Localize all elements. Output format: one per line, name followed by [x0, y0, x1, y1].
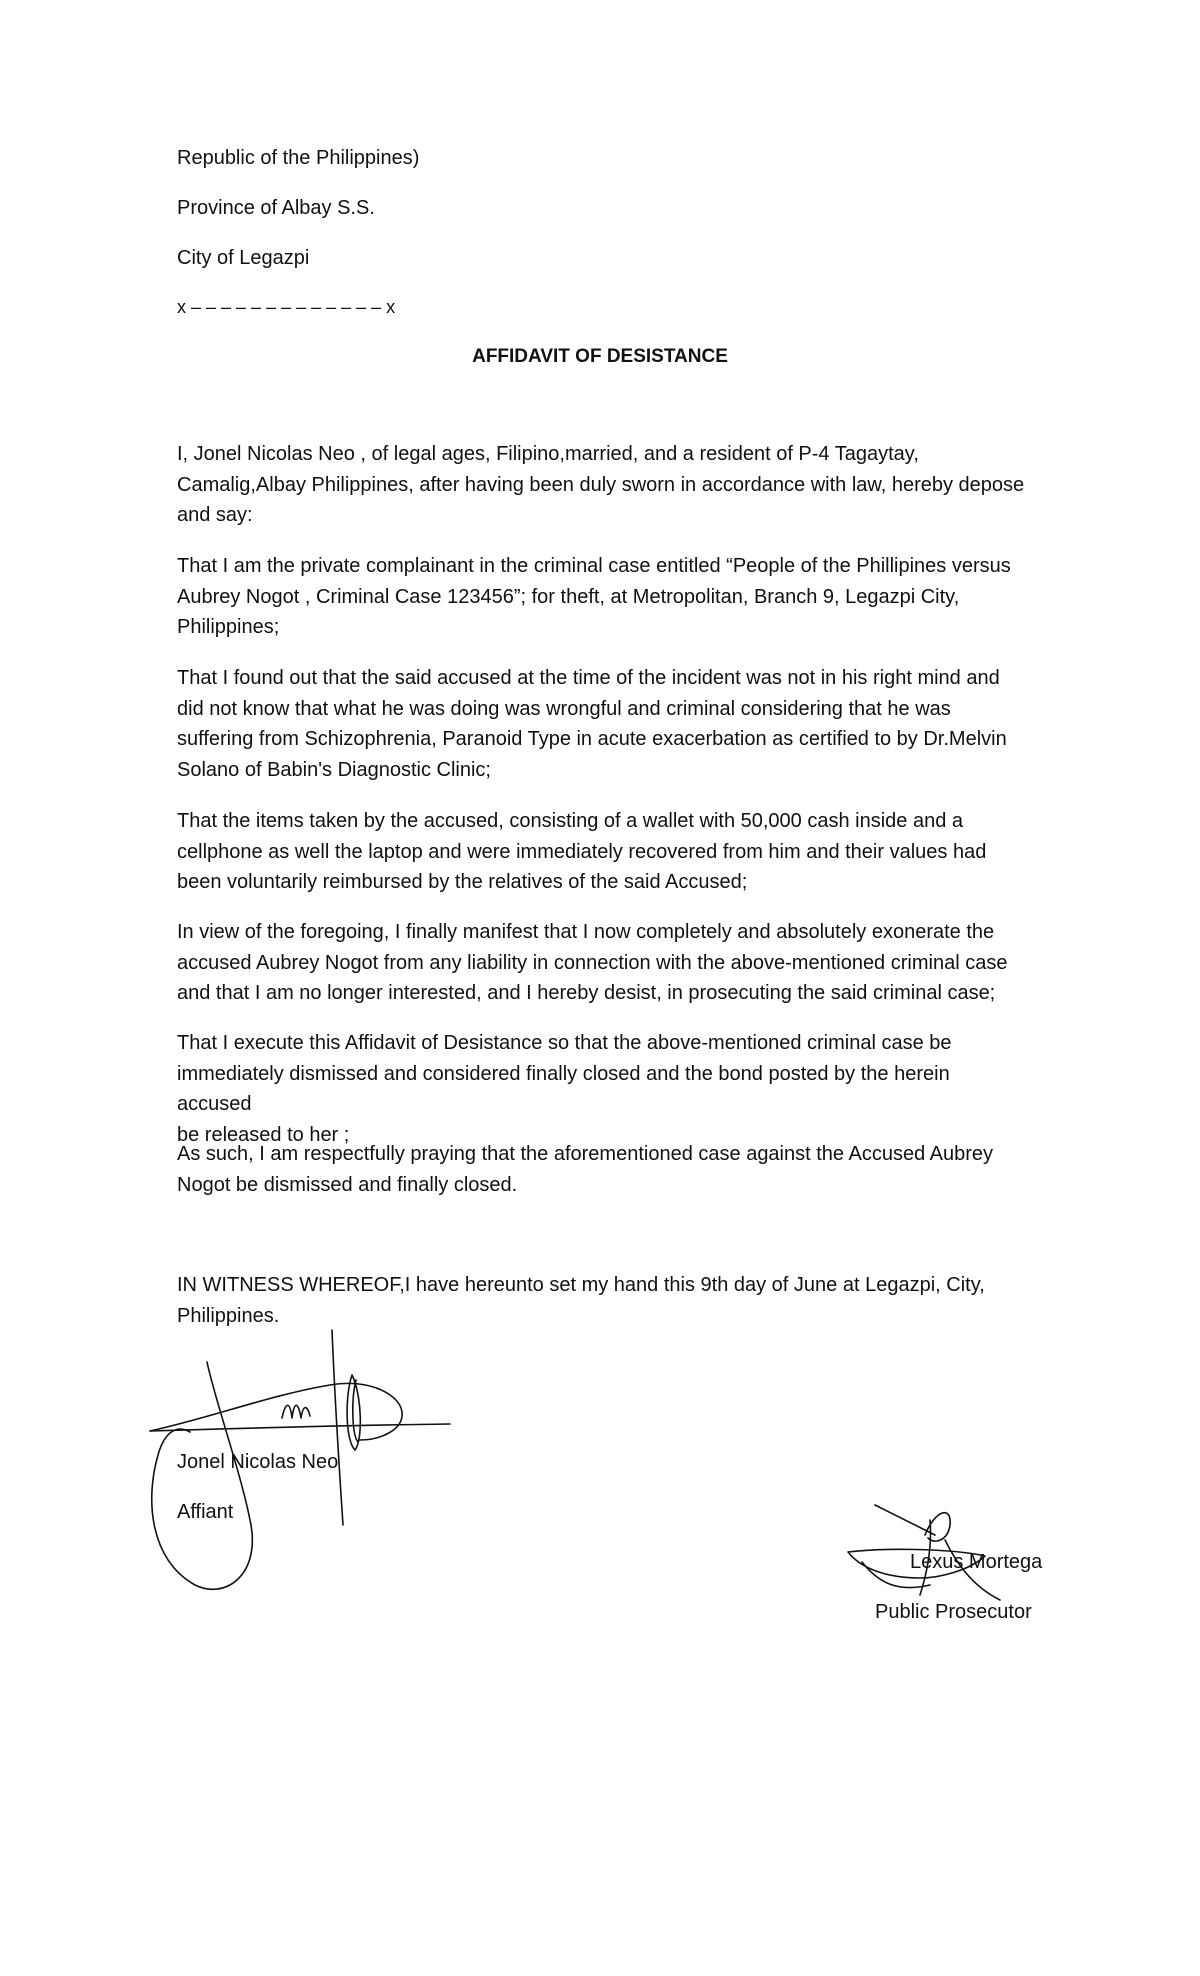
- document-title: AFFIDAVIT OF DESISTANCE: [472, 346, 728, 367]
- paragraph-exoneration: In view of the foregoing, I finally manifest that I now completely and absolutely exonerate the accused Aubrey Nogot from any liability in connection with the above-mentioned criminal case and that I am no longer interested, and I hereby desist, in prosecuting the said criminal case;: [177, 921, 1008, 1004]
- paragraph-items-recovered: That the items taken by the accused, consisting of a wallet with 50,000 cash inside and a cellphone as well the laptop and were immediately recovered from him and their values had been voluntarily reimbursed by the relatives of the said Accused;: [177, 810, 987, 893]
- paragraph-prayer: As such, I am respectfully praying that the aforementioned case against the Accused Aubrey Nogot be dismissed and finally closed.: [177, 1143, 994, 1196]
- prosecutor-name: Lexus Mortega: [910, 1551, 1043, 1573]
- prosecutor-role: Public Prosecutor: [875, 1601, 1032, 1623]
- header-city: City of Legazpi: [177, 247, 310, 269]
- paragraph-intro: I, Jonel Nicolas Neo , of legal ages, Filipino,married, and a resident of P-4 Tagaytay, Camalig,Albay Philippines, after having been duly sworn in accordance with law, hereby depose and say:: [177, 443, 1025, 526]
- paragraph-accused-condition: That I found out that the said accused at the time of the incident was not in his right mind and did not know that what he was doing was wrongful and criminal considering that he was suffering from Schizophrenia, Paranoid Type in acute exacerbation as certified to by Dr.Melvin Solano of Babin's Diagnostic Clinic;: [177, 667, 1007, 781]
- paragraph-complainant: That I am the private complainant in the criminal case entitled “People of the Phillipines versus Aubrey Nogot , Criminal Case 123456”; for theft, at Metropolitan, Branch 9, Legazpi City, Philippines;: [177, 555, 1011, 638]
- affiant-role: Affiant: [177, 1501, 234, 1523]
- affiant-name: Jonel Nicolas Neo: [177, 1451, 339, 1473]
- header-province: Province of Albay S.S.: [177, 197, 375, 219]
- paragraph-execution: That I execute this Affidavit of Desistance so that the above-mentioned criminal case be immediately dismissed and considered finally closed and the bond posted by the herein accused be released to her ;: [177, 1032, 952, 1146]
- header-separator: x – – – – – – – – – – – – – x: [177, 297, 396, 317]
- header-republic: Republic of the Philippines): [177, 147, 420, 169]
- paragraph-witness: IN WITNESS WHEREOF,I have hereunto set my hand this 9th day of June at Legazpi, City, Philippines.: [177, 1274, 985, 1327]
